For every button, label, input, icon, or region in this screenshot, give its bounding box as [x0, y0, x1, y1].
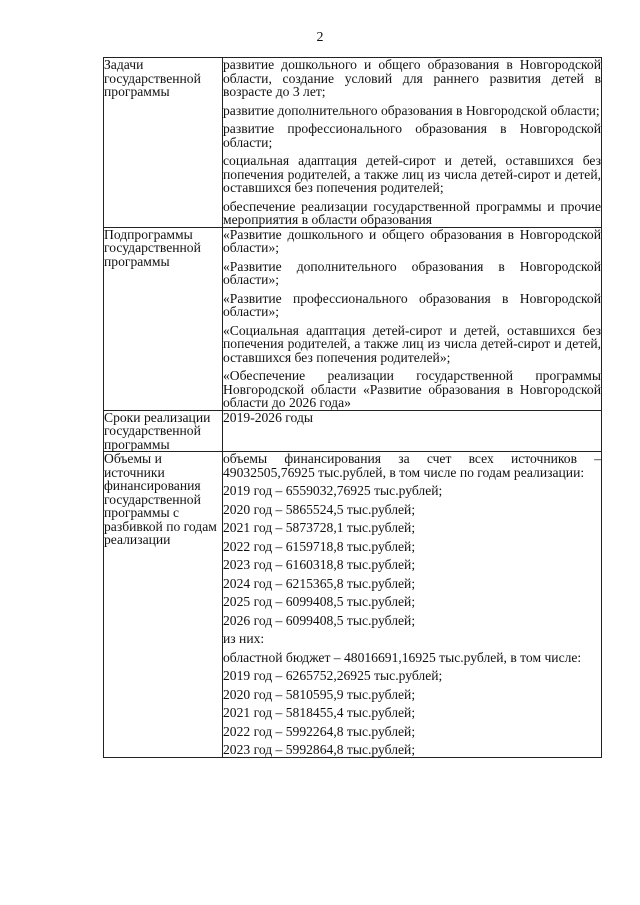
- task-item: социальная адаптация детей-сирот и детей, оставшихся без попечения родителей, а также лиц из числа детей-сирот и детей, оставшихся без попечения родителей;: [223, 153, 601, 195]
- task-item: обеспечение реализации государственной программы и прочие мероприятия в области образования: [223, 198, 601, 227]
- row-label-timing: Сроки реализации государственной программы: [104, 410, 223, 452]
- table-row-timing: [104, 410, 602, 452]
- financing-year-item: 2020 год – 5865524,5 тыс.рублей;: [223, 501, 416, 517]
- financing-intro: объемы финансирования за счет всех источников – 49032505,76925 тыс.рублей, в том числе по годам реализации:: [223, 451, 601, 480]
- page-number: 2: [316, 30, 324, 45]
- row-label-subprograms: Подпрограммы государственной программы: [104, 227, 223, 410]
- financing-year-item: 2024 год – 6215365,8 тыс.рублей;: [223, 575, 416, 591]
- regional-budget-intro: областной бюджет – 48016691,16925 тыс.рублей, в том числе:: [223, 649, 582, 665]
- regional-year-item: 2022 год – 5992264,8 тыс.рублей;: [223, 723, 416, 739]
- timing-value: 2019-2026 годы: [223, 409, 313, 425]
- task-item: развитие дошкольного и общего образования в Новгородской области, создание условий для раннего развития детей в возрасте до 3 лет;: [223, 57, 601, 99]
- row-content-subprograms: [223, 227, 602, 410]
- financing-of-which: из них:: [223, 631, 265, 646]
- task-item: развитие дополнительного образования в Новгородской области;: [223, 102, 600, 118]
- table-row-financing: [104, 452, 602, 758]
- financing-year-item: 2021 год – 5873728,1 тыс.рублей;: [223, 520, 416, 535]
- row-content-financing: [223, 452, 602, 758]
- subprogram-item: «Развитие профессионального образования в Новгородской области»;: [223, 290, 601, 319]
- subprogram-item: «Развитие дошкольного и общего образования в Новгородской области»;: [223, 226, 601, 255]
- table-row-tasks: [104, 58, 602, 228]
- subprogram-item: «Развитие дополнительного образования в Новгородской области»;: [223, 258, 601, 287]
- financing-year-item: 2019 год – 6559032,76925 тыс.рублей;: [223, 483, 443, 498]
- regional-year-item: 2020 год – 5810595,9 тыс.рублей;: [223, 686, 416, 702]
- regional-year-item: 2019 год – 6265752,26925 тыс.рублей;: [223, 668, 443, 683]
- financing-year-item: 2026 год – 6099408,5 тыс.рублей;: [223, 612, 416, 628]
- task-item: развитие профессионального образования в Новгородской области;: [223, 121, 601, 150]
- row-content-tasks: [223, 58, 602, 228]
- financing-year-item: 2025 год – 6099408,5 тыс.рублей;: [223, 594, 416, 609]
- subprogram-item: «Социальная адаптация детей-сирот и детей, оставшихся без попечения родителей, а также лиц из числа детей-сирот и детей, оставшихся без попечения родителей»;: [223, 322, 601, 365]
- program-passport-table: [103, 57, 602, 758]
- financing-year-item: 2023 год – 6160318,8 тыс.рублей;: [223, 557, 416, 572]
- regional-year-item: 2021 год – 5818455,4 тыс.рублей;: [223, 705, 416, 720]
- financing-year-item: 2022 год – 6159718,8 тыс.рублей;: [223, 538, 416, 554]
- row-content-timing: [223, 410, 602, 452]
- subprogram-item: «Обеспечение реализации государственной программы Новгородской области «Развитие образования в Новгородской области до 2026 года»: [223, 368, 601, 410]
- row-label-tasks: Задачи государственной программы: [104, 58, 223, 228]
- row-label-financing: Объемы и источники финансирования государственной программы с разбивкой по годам реализации: [104, 452, 223, 758]
- table-row-subprograms: [104, 227, 602, 410]
- regional-year-item: 2023 год – 5992864,8 тыс.рублей;: [223, 742, 416, 757]
